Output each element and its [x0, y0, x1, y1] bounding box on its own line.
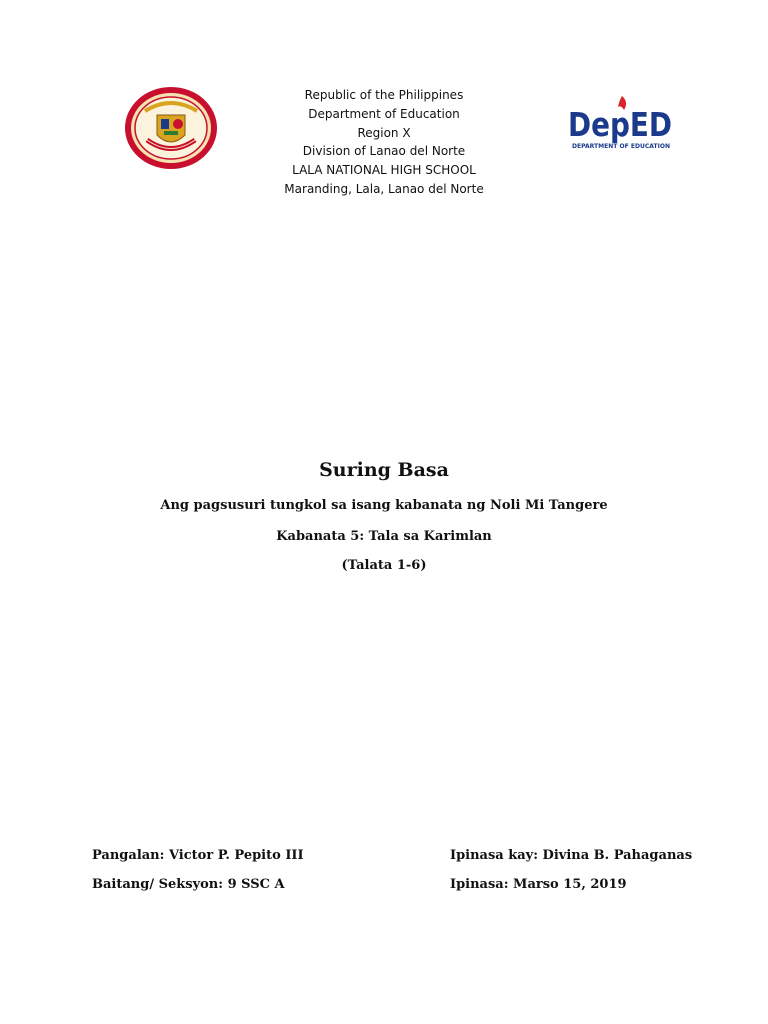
document-paragraphs: (Talata 1-6)	[341, 558, 427, 573]
submitted-date: Ipinasa: Marso 15, 2019	[450, 877, 627, 892]
student-name: Pangalan: Victor P. Pepito III	[92, 848, 304, 863]
school-seal-logo	[123, 85, 219, 171]
submitted-to: Ipinasa kay: Divina B. Pahaganas	[450, 848, 693, 863]
deped-logo-caption: DEPARTMENT OF EDUCATION	[572, 142, 670, 150]
header-address: Maranding, Lala, Lanao del Norte	[284, 181, 484, 196]
header-department: Department of Education	[308, 106, 460, 121]
document-chapter: Kabanata 5: Tala sa Karimlan	[276, 529, 492, 544]
header-republic: Republic of the Philippines	[304, 88, 464, 102]
header-region: Region X	[357, 125, 411, 140]
letterhead	[234, 86, 534, 199]
header-school-name: LALA NATIONAL HIGH SCHOOL	[292, 163, 476, 178]
deped-logo	[566, 92, 676, 152]
document-subtitle: Ang pagsusuri tungkol sa isang kabanata ng Noli Mi Tangere	[160, 498, 608, 513]
header-division: Division of Lanao del Norte	[302, 144, 466, 159]
document-title: Suring Basa	[319, 459, 449, 481]
deped-logo-wordmark: DepED	[568, 105, 672, 144]
student-section: Baitang/ Seksyon: 9 SSC A	[92, 877, 285, 892]
